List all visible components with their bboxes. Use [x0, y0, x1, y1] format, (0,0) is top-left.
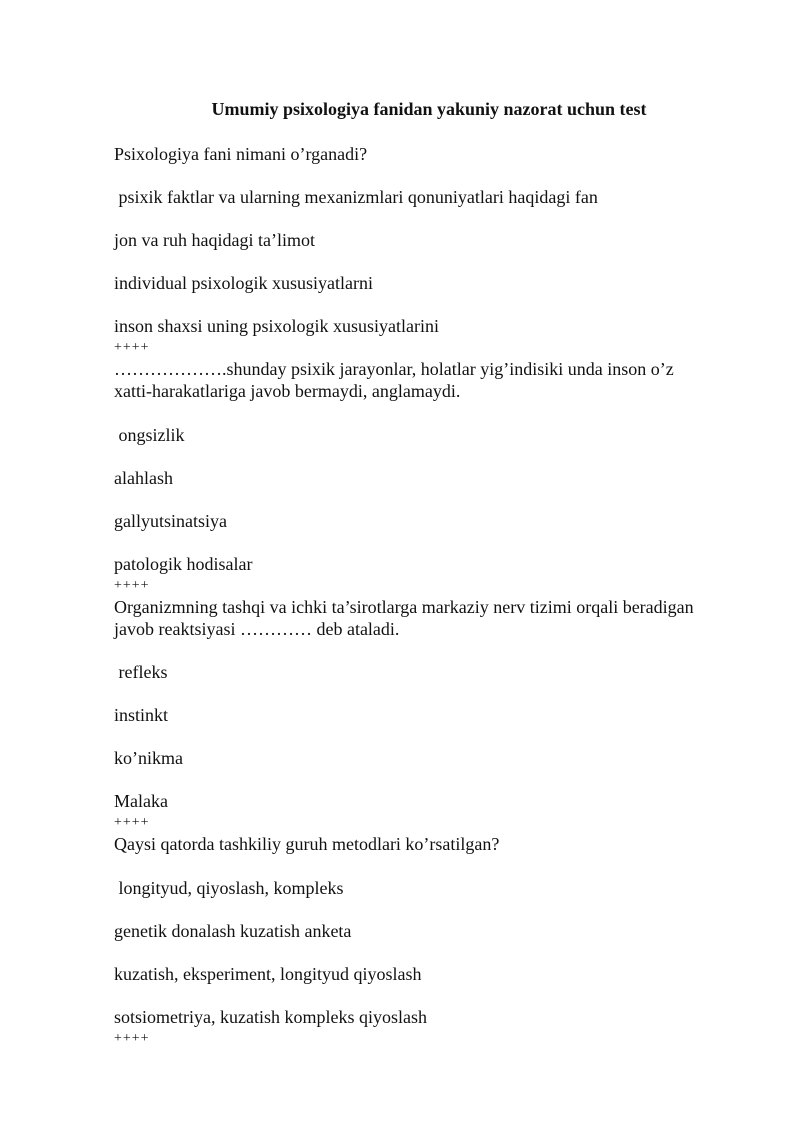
question-4-text: Qaysi qatorda tashkiliy guruh metodlari ko’rsatilgan? [114, 834, 500, 854]
question-3-separator: ++++ [114, 815, 150, 830]
question-1-separator: ++++ [114, 340, 150, 355]
question-1-answer-1: psixik faktlar va ularning mexanizmlari qonuniyatlari haqidagi fan [114, 187, 598, 207]
question-4-answer-4: sotsiometriya, kuzatish kompleks qiyoslash [114, 1007, 427, 1027]
question-3-answer-1: refleks [114, 662, 168, 682]
document-title: Umumiy psixologiya fanidan yakuniy nazorat uchun test [211, 99, 647, 119]
question-2-separator: ++++ [114, 578, 150, 593]
question-4-answer-1: longityud, qiyoslash, kompleks [114, 878, 344, 898]
question-2-text-line-1: ……………….shunday psixik jarayonlar, holatlar yig’indisiki unda inson o’z [114, 359, 674, 379]
question-2-answer-1: ongsizlik [114, 425, 185, 445]
question-1-answer-4: inson shaxsi uning psixologik xususiyatlarini [114, 316, 440, 336]
question-2-answer-2: alahlash [114, 468, 173, 488]
question-4-answer-3: kuzatish, eksperiment, longityud qiyoslash [114, 964, 422, 984]
question-4-separator: ++++ [114, 1031, 150, 1046]
question-4-answer-2: genetik donalash kuzatish anketa [114, 921, 352, 941]
question-2-answer-3: gallyutsinatsiya [114, 511, 227, 531]
question-1-text: Psixologiya fani nimani o’rganadi? [114, 144, 368, 164]
question-1-answer-2: jon va ruh haqidagi ta’limot [114, 230, 315, 250]
question-3-answer-2: instinkt [114, 705, 169, 725]
question-3-text-line-1: Organizmning tashqi va ichki ta’sirotlarga markaziy nerv tizimi orqali beradigan [114, 597, 694, 617]
question-3-answer-3: ko’nikma [114, 748, 183, 768]
question-1-answer-3: individual psixologik xususiyatlarni [114, 273, 373, 293]
question-2-text-line-2: xatti-harakatlariga javob bermaydi, anglamaydi. [114, 381, 461, 401]
question-2-answer-4: patologik hodisalar [114, 554, 253, 574]
question-3-text-line-2: javob reaktsiyasi ………… deb ataladi. [114, 619, 400, 639]
question-3-answer-4: Malaka [114, 791, 168, 811]
